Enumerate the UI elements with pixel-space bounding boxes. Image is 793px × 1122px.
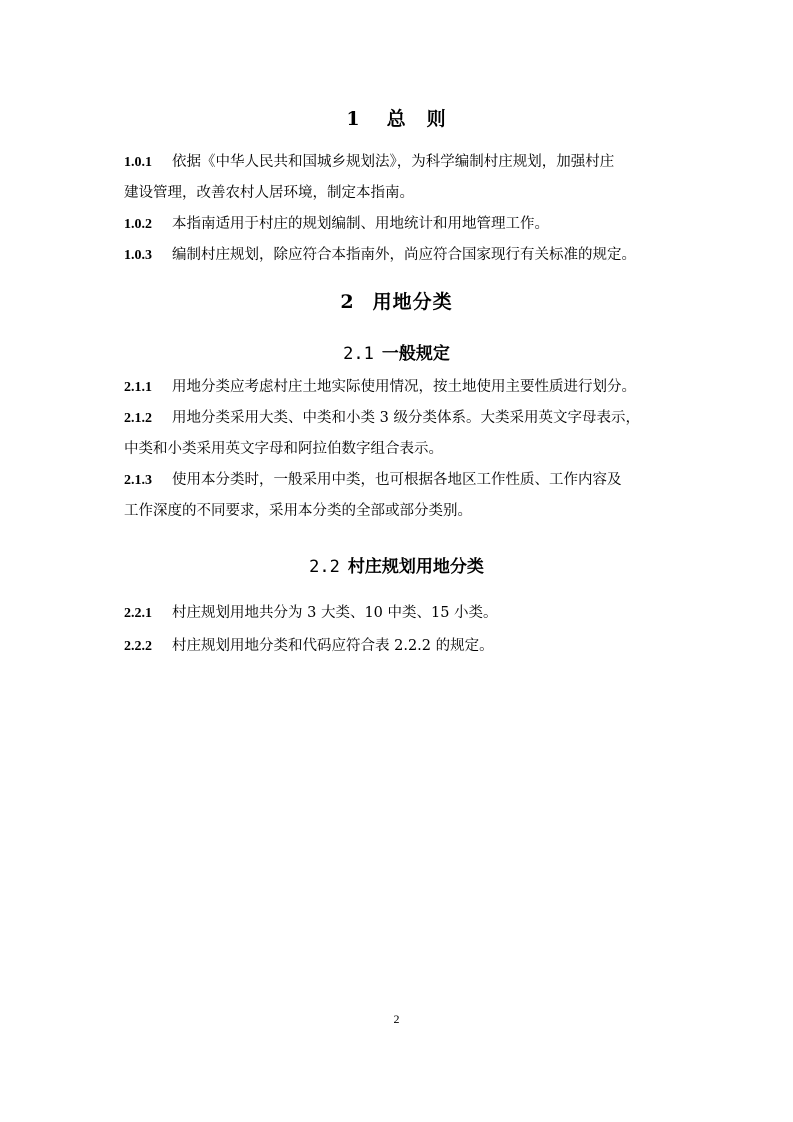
clause-2-1-2 [124, 408, 640, 429]
clause-number: 2.1.1 [124, 380, 152, 395]
clause-number: 2.2.1 [124, 606, 152, 621]
chapter-number: 2 [340, 291, 355, 313]
clause-text: 中类和小类采用英文字母和阿拉伯数字组合表示。 [124, 441, 443, 457]
clause-text: 用地分类应考虑村庄土地实际使用情况，按土地使用主要性质进行划分。 [172, 379, 636, 395]
section-number: 2.1 [343, 344, 374, 364]
clause-text: 用地分类采用大类、中类和小类 3 级分类体系。大类采用英文字母表示， [172, 410, 640, 426]
section-2-1-heading [0, 339, 793, 364]
clause-number: 2.1.3 [124, 473, 152, 488]
clause-text: 工作深度的不同要求，采用本分类的全部或部分类别。 [124, 503, 472, 519]
section-number: 2.2 [309, 557, 340, 577]
clause-1-0-1-continued [124, 183, 414, 203]
chapter-title: 用地分类 [372, 291, 453, 313]
clause-2-1-3 [124, 470, 622, 491]
clause-text: 编制村庄规划，除应符合本指南外，尚应符合国家现行有关标准的规定。 [172, 247, 636, 263]
clause-1-0-1 [124, 152, 614, 173]
section-2-2-heading [0, 552, 793, 577]
clause-number: 1.0.2 [124, 217, 152, 232]
clause-2-1-1 [124, 377, 636, 398]
chapter-title-part: 则 [426, 108, 447, 130]
clause-text: 村庄规划用地分类和代码应符合表 2.2.2 的规定。 [172, 638, 494, 654]
clause-number: 1.0.3 [124, 248, 152, 263]
clause-text: 使用本分类时，一般采用中类，也可根据各地区工作性质、工作内容及 [172, 472, 622, 488]
clause-number: 2.1.2 [124, 411, 152, 426]
section-title: 村庄规划用地分类 [347, 557, 484, 577]
clause-2-1-2-continued [124, 439, 443, 459]
clause-1-0-3 [124, 245, 636, 266]
clause-number: 2.2.2 [124, 639, 152, 654]
clause-text: 村庄规划用地共分为 3 大类、10 中类、15 小类。 [172, 605, 498, 621]
chapter-2-heading [0, 287, 793, 314]
clause-number: 1.0.1 [124, 155, 152, 170]
clause-text: 依据《中华人民共和国城乡规划法》，为科学编制村庄规划，加强村庄 [172, 154, 615, 170]
clause-2-1-3-continued [124, 501, 472, 521]
chapter-1-heading [0, 104, 793, 131]
section-title: 一般规定 [381, 344, 450, 364]
clause-2-2-2 [124, 636, 494, 657]
clause-2-2-1 [124, 603, 498, 624]
page-number: 2 [393, 1012, 400, 1026]
clause-1-0-2 [124, 214, 549, 235]
clause-text: 建设管理，改善农村人居环境，制定本指南。 [124, 185, 414, 201]
chapter-number: 1 [346, 108, 361, 130]
clause-text: 本指南适用于村庄的规划编制、用地统计和用地管理工作。 [172, 216, 549, 232]
chapter-title-part: 总 [386, 108, 407, 130]
